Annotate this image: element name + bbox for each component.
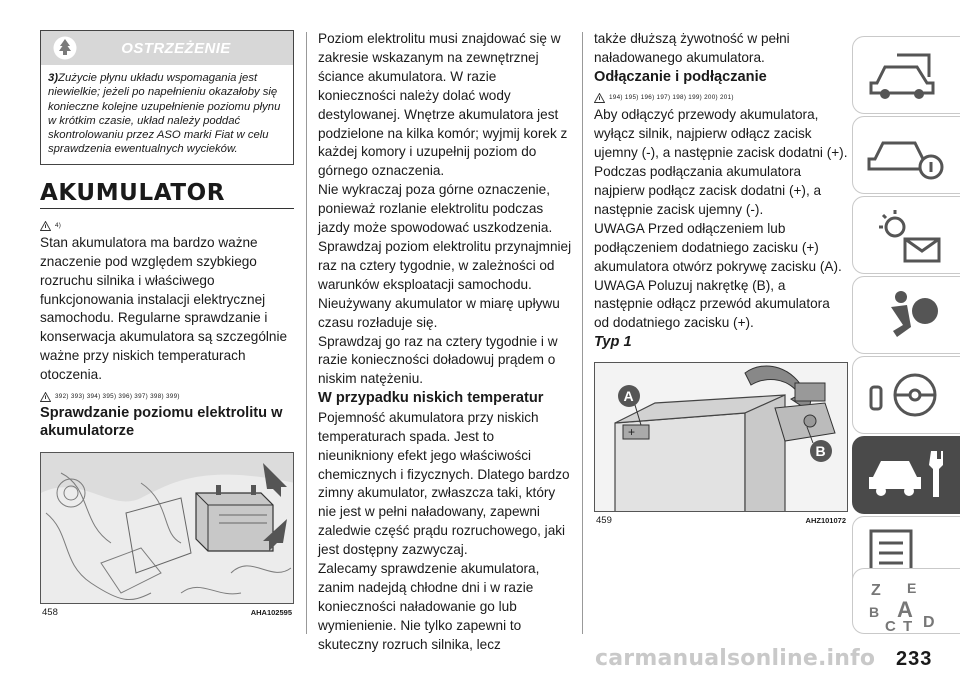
svg-text:+: + xyxy=(628,424,636,439)
label-a: A xyxy=(623,387,634,404)
figure-458-code: AHA102595 xyxy=(250,608,292,618)
warning-triangle-icon xyxy=(40,392,51,402)
page-number: 233 xyxy=(896,648,933,670)
refs-line-3 xyxy=(594,87,848,103)
tab-safety[interactable] xyxy=(852,276,960,354)
engine-bay-illustration xyxy=(41,453,294,604)
car-dashboard-icon xyxy=(867,47,947,105)
warning-header xyxy=(41,31,293,65)
warning-title: OSTRZEŻENIE xyxy=(121,39,231,57)
column-1 xyxy=(40,30,294,618)
warning-text: Zużycie płynu układu wspomagania jest niewielkie; jeżeli po napełnieniu okazałoby się konieczne kolejne uzupełnienie poziomu płynu w krótkim czasie, układ należy poddać skontrolowaniu przez ASO marki Fiat w celu sprawdzenia ewentualnych wycieków. xyxy=(48,72,281,156)
column-divider xyxy=(306,32,307,634)
paragraph-cold-capacity: Pojemność akumulatora przy niskich temperaturach spada. Jest to nieunikniony efekt jego właściwości chemicznych i fizycznych. Dlatego bardzo zimny akumulator, zwłaszcza taki, który nie jest w pełni naładowany, zapewni zaledwie część prądu rozruchowego, jaki jest dostępny zazwyczaj. xyxy=(318,409,570,558)
paragraph-lifespan: także dłuższą żywotność w pełni naładowanego akumulatora. xyxy=(594,31,790,65)
figure-459-caption xyxy=(594,512,848,526)
column-divider xyxy=(582,32,583,634)
refs-line-2 xyxy=(40,386,294,402)
label-b: B xyxy=(815,442,826,459)
paragraph-electrolyte-level: Poziom elektrolitu musi znajdować się w zakresie wskazanym na zewnętrznej ściance akumulatora. W razie konieczności należy dolać wody destylowanej. Wnętrze akumulatora jest podzielone na kilka komór; wyjmij korek z każdej komory i uzupełnij poziom do górnego oznaczenia. xyxy=(318,31,568,179)
paragraph-recharge: Sprawdzaj go raz na cztery tygodnie i w razie konieczności doładowuj prądem o niskim natężeniu. xyxy=(318,333,558,387)
figure-458-caption xyxy=(40,604,294,618)
paragraph-note-nut: UWAGA Poluzuj nakrętkę (B), a następnie odłącz przewód akumulatora od dodatniego zacisku (+). xyxy=(594,277,830,331)
column-3 xyxy=(594,30,848,526)
terminal-illustration xyxy=(595,363,848,512)
paragraph-disconnect-procedure: Aby odłączyć przewody akumulatora, wyłącz silnik, najpierw odłącz zacisk ujemny (-), a następnie zacisk dodatni (+). Podczas podłączania akumulatora najpierw podłącz zacisk dodatni (+), a następnie zacisk ujemny (-). xyxy=(594,107,848,217)
section-title: AKUMULATOR xyxy=(40,180,294,209)
svg-text:B: B xyxy=(869,604,880,620)
car-wrench-icon xyxy=(867,447,947,505)
warning-box xyxy=(40,30,294,165)
warning-number: 3) xyxy=(48,72,59,84)
fir-tree-icon xyxy=(53,36,77,60)
figure-459-code: AHZ101072 xyxy=(805,515,846,525)
battery-drawing xyxy=(196,485,273,551)
svg-text:D: D xyxy=(923,614,935,631)
refs-text-3: 194) 195) 196) 197) 198) 199) 200) 201) xyxy=(609,94,734,102)
tab-safety-car[interactable] xyxy=(852,116,960,194)
svg-text:C: C xyxy=(885,618,896,633)
figure-458-engine-bay xyxy=(40,452,294,604)
figure-459-number: 459 xyxy=(596,514,612,526)
tab-maintenance[interactable] xyxy=(852,436,960,514)
airbag-icon xyxy=(867,287,947,345)
subheading-low-temperatures: W przypadku niskich temperatur xyxy=(318,390,544,407)
refs-text-2: 392) 393) 394) 395) 396) 397) 398) 399) xyxy=(55,393,180,401)
svg-text:T: T xyxy=(903,618,913,633)
paragraph-upper-mark: Nie wykraczaj poza górne oznaczenie, ponieważ rozlanie elektrolitu podczas jazdy może spowodować uszkodzenia. xyxy=(318,182,553,236)
warning-triangle-icon xyxy=(40,221,51,231)
paragraph-battery-intro: Stan akumulatora ma bardzo ważne znaczenie pod względem szybkiego rozruchu silnika i właściwego funkcjonowania instalacji elektrycznej samochodu. Regularne sprawdzanie i konserwacja akumulatora są szczególnie ważne przy niskich temperaturach otoczenia. xyxy=(40,234,288,383)
paragraph-recommendation: Zalecamy sprawdzenie akumulatora, zanim nadejdą chłodne dni i w razie konieczności naładowanie go lub wymienienie. Nie tylko zapewni to skuteczny rozruch silnika, lecz xyxy=(318,561,540,652)
figure-459-terminal xyxy=(594,362,848,512)
svg-text:Z: Z xyxy=(871,582,881,599)
paragraph-note-cover: UWAGA Przed odłączeniem lub podłączeniem dodatniego zacisku (+) akumulatora otwórz pokrywę zacisku (A). xyxy=(594,220,842,274)
alphabet-icon xyxy=(867,579,947,633)
refs-text-1: 4) xyxy=(55,221,62,229)
svg-text:E: E xyxy=(907,580,917,596)
subheading-type-1: Typ 1 xyxy=(594,334,632,351)
car-info-icon xyxy=(867,127,947,185)
column-2 xyxy=(318,30,572,655)
terminal-cover xyxy=(623,425,649,439)
tab-starting-driving[interactable] xyxy=(852,356,960,434)
subheading-disconnect-connect: Odłączanie i podłączanie xyxy=(594,68,767,85)
tab-index[interactable] xyxy=(852,568,960,634)
tab-warning-lights[interactable] xyxy=(852,196,960,274)
subheading-electrolyte-check: Sprawdzanie poziomu elektrolitu w akumulatorze xyxy=(40,405,283,439)
steering-wheel-icon xyxy=(867,367,947,425)
tab-getting-to-know-car[interactable] xyxy=(852,36,960,114)
svg-text:A: A xyxy=(897,597,913,622)
warning-light-icon xyxy=(867,207,947,265)
paragraph-check-frequency: Sprawdzaj poziom elektrolitu przynajmniej raz na cztery tygodnie, w zależności od warunków eksploatacji samochodu. Nieużywany akumulator w miarę upływu czasu rozładuje się. xyxy=(318,238,572,330)
warning-body xyxy=(41,65,293,164)
watermark: carmanualsonline.info xyxy=(595,646,876,671)
figure-458-number: 458 xyxy=(42,607,58,619)
warning-triangle-icon xyxy=(594,93,605,103)
refs-line-1 xyxy=(40,215,294,231)
